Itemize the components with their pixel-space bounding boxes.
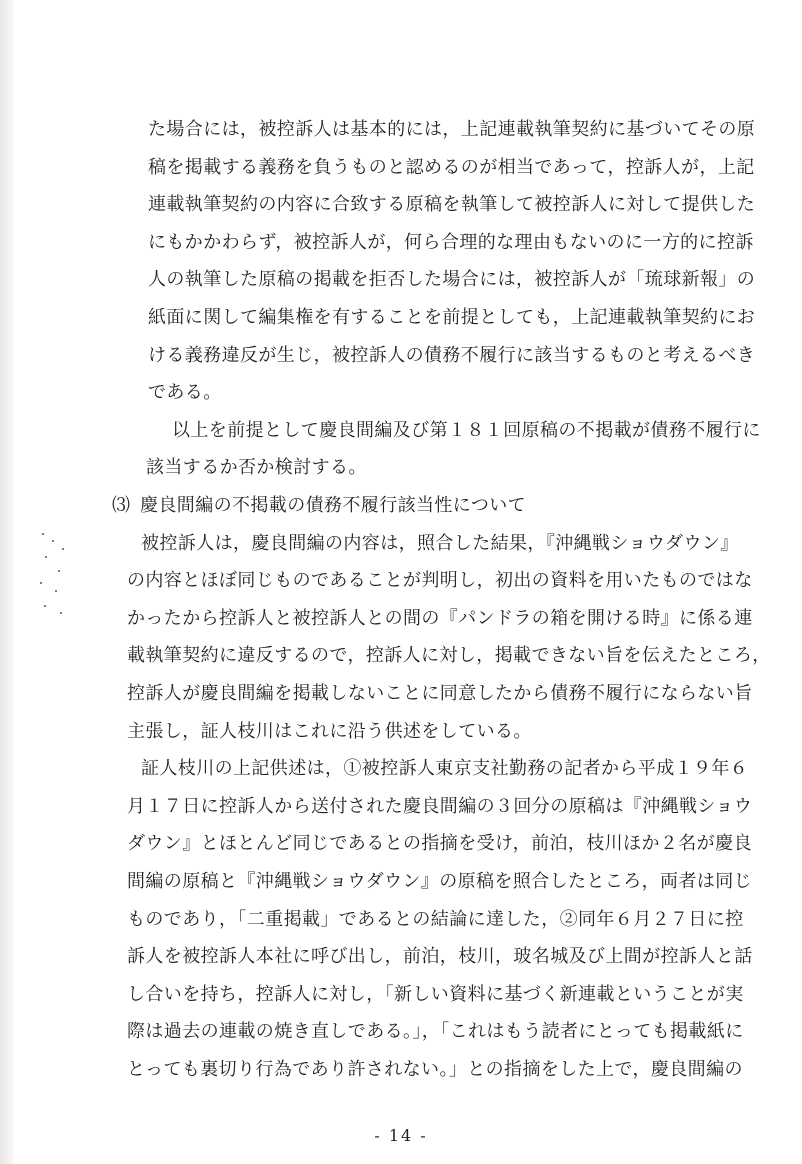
- section-heading-text: 慶良間編の不掲載の債務不履行該当性について: [140, 495, 527, 516]
- section-heading: [112, 494, 526, 518]
- body-text-line: 以上を前提として慶良間編及び第１８１回原稿の不掲載が債務不履行に: [172, 419, 761, 441]
- body-text-line: し合いを持ち，控訴人に対し，「新しい資料に基づく新連載ということが実: [127, 983, 744, 1005]
- body-text-line: にもかかわらず，被控訴人が，何ら合理的な理由もないのに一方的に控訴: [148, 231, 754, 253]
- body-text-line: 主張し，証人枝川はこれに沿う供述をしている。: [127, 720, 532, 742]
- body-text-line: 紙面に関して編集権を有することを前提としても，上記連載執筆契約にお: [148, 307, 756, 328]
- body-text-line: である。: [148, 382, 222, 404]
- body-text-line: 控訴人が慶良間編を掲載しないことに同意したから債務不履行にならない旨: [127, 683, 753, 704]
- scan-speck: [58, 570, 60, 572]
- body-text-line: とっても裏切り行為であり許されない。」との指摘をした上で，慶良間編の: [127, 1059, 743, 1080]
- body-text-line: ものであり，「二重掲載」であるとの結論に達した，②同年６月２７日に控: [127, 908, 744, 930]
- scan-speck: [40, 582, 42, 584]
- body-text-line: 人の執筆した原稿の掲載を拒否した場合には，被控訴人が「琉球新報」の: [148, 269, 756, 291]
- scan-speck: [62, 548, 64, 550]
- body-text-line: 間編の原稿と『沖縄戦ショウダウン』の原稿を照合したところ，両者は同じ: [127, 871, 753, 892]
- body-text-line: 証人枝川の上記供述は，①被控訴人東京支社勤務の記者から平成１９年６: [141, 758, 749, 780]
- scan-speck: [44, 605, 46, 607]
- body-text-line: 際は過去の連載の焼き直しである。」，「これはもう読者にとっても掲載紙に: [127, 1021, 744, 1043]
- body-text-line: ダウン』とほとんど同じであるとの指摘を受け，前泊，枝川ほか２名が慶良: [127, 833, 752, 855]
- scan-speck: [60, 612, 62, 614]
- body-text-line: 訴人を被控訴人本社に呼び出し，前泊，枝川，玻名城及び上間が控訴人と話: [127, 946, 753, 968]
- body-text-line: 載執筆契約に違反するので，控訴人に対し，掲載できない旨を伝えたところ，: [127, 645, 771, 667]
- body-text-line: ける義務違反が生じ，被控訴人の債務不履行に該当するものと考えるべき: [148, 344, 756, 366]
- body-text-line: 稿を掲載する義務を負うものと認めるのが相当であって，控訴人が，上記: [148, 156, 755, 178]
- scan-speck: [45, 556, 47, 558]
- body-text-line: の内容とほぼ同じものであることが判明し，初出の資料を用いたものではな: [127, 570, 753, 592]
- body-text-line: た場合には，被控訴人は基本的には，上記連載執筆契約に基づいてその原: [148, 119, 756, 140]
- body-text-line: 月１７日に控訴人から送付された慶良間編の３回分の原稿は『沖縄戦ショウ: [127, 795, 753, 817]
- scan-edge-shadow: [0, 0, 14, 1164]
- body-text-line: 該当するか否か検討する。: [146, 457, 367, 479]
- scan-speck: [52, 540, 54, 542]
- page-number: - 14 -: [374, 1126, 428, 1145]
- body-text-line: 被控訴人は，慶良間編の内容は，照合した結果，『沖縄戦ショウダウン』: [141, 532, 739, 554]
- scan-speck: [55, 590, 57, 592]
- body-text-line: かったから控訴人と被控訴人との間の『パンドラの箱を開ける時』に係る連: [127, 607, 753, 629]
- section-number: ⑶: [112, 495, 131, 516]
- scan-speck: [42, 533, 44, 535]
- body-text-line: 連載執筆契約の内容に合致する原稿を執筆して被控訴人に対して提供した: [148, 194, 756, 216]
